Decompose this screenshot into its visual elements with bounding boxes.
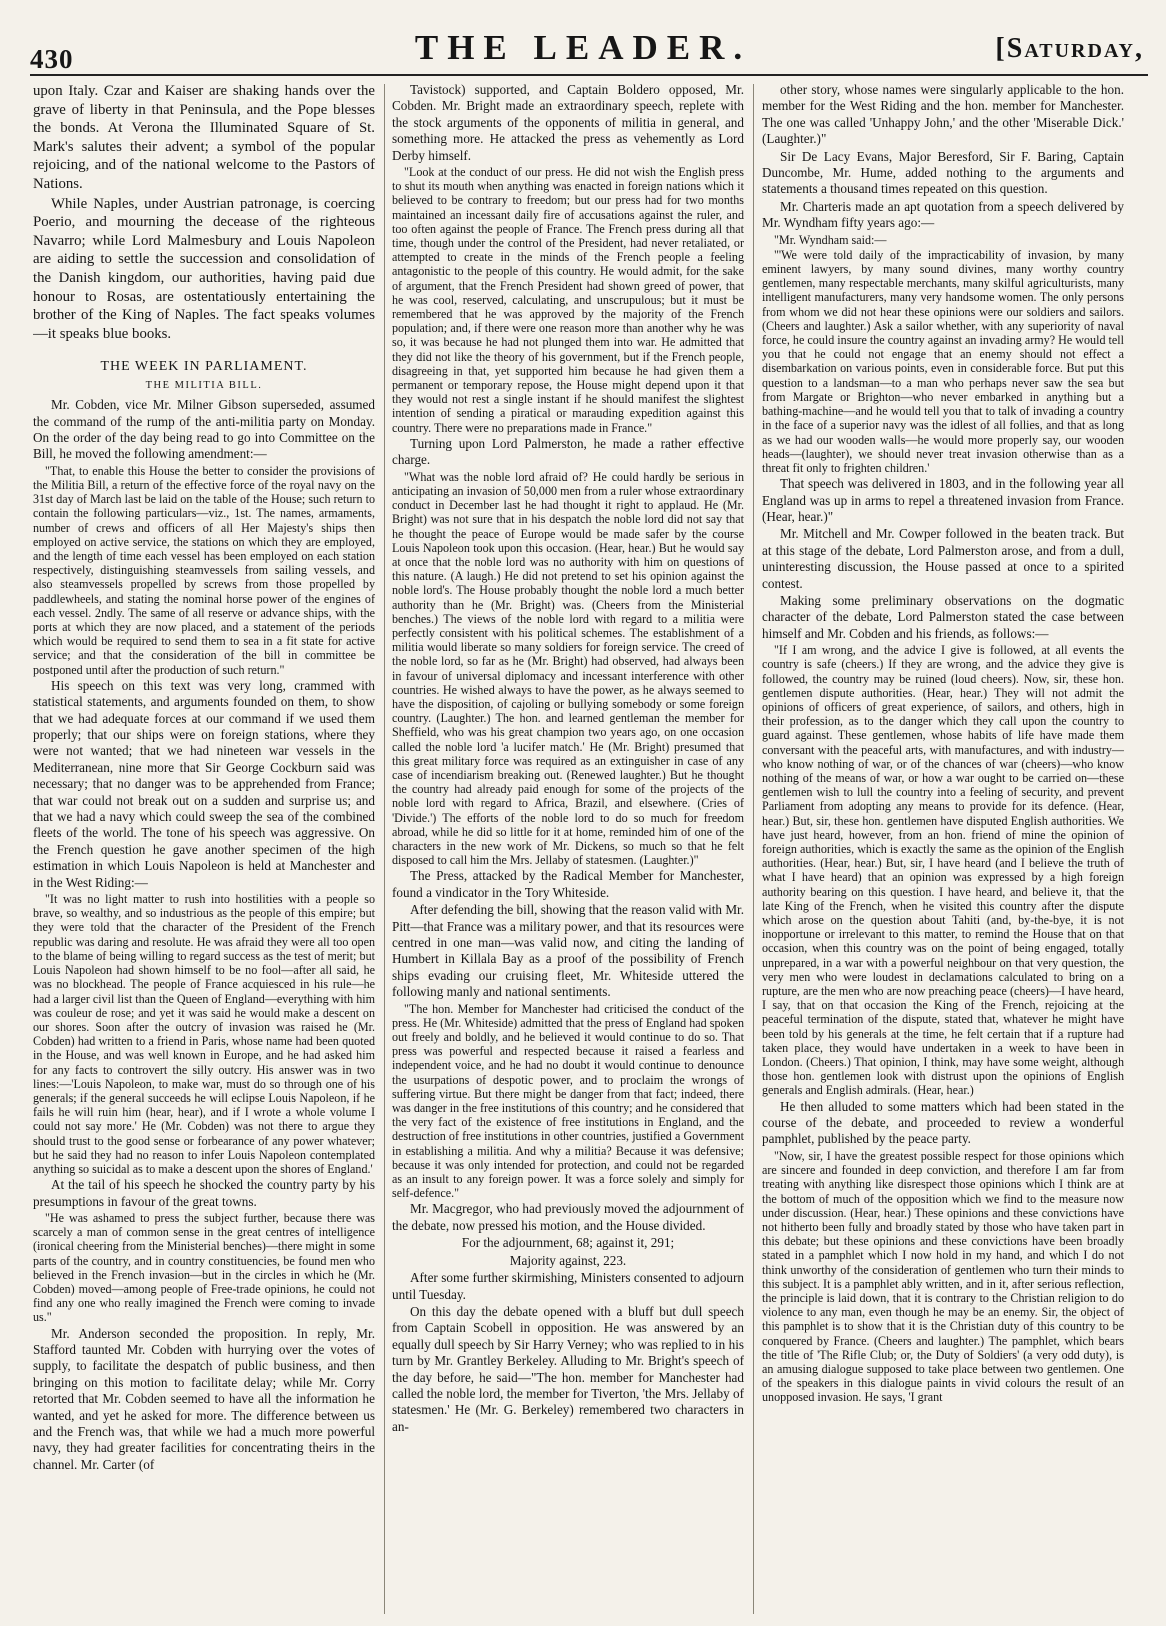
paragraph: Turning upon Lord Palmerston, he made a rather effective charge. xyxy=(392,435,744,468)
page-number: 430 xyxy=(30,44,74,74)
division-majority: Majority against, 223. xyxy=(509,1252,627,1268)
paragraph: Mr. Mitchell and Mr. Cowper followed in the beaten track. But at this stage of the debate, Lord Palmerston arose, and from a dull, uninteresting discussion, the House passed at once to a spirited contest. xyxy=(762,526,1124,591)
paragraph: His speech on this text was very long, crammed with statistical statements, and arguments founded on them, to show that we had adequate forces at our command if we used them properly; that our ships were on foreign stations, where they were not wanted; that we had nineteen war vessels in the Mediterranean, nine more that Sir George Cockburn said was necessary; that no danger was to be apprehended from France; that war could not break out on a sudden and surprise us; and that we had a navy which could sweep the sea of the combined fleets of the world. The tone of his speech was aggressive. On the French question he gave another specimen of the high estimation in which Louis Napoleon is held at Manchester and in the West Riding:— xyxy=(33,677,375,890)
quotation: "He was ashamed to press the subject further, because there was scarcely a man of common sense in the great centres of intelligence (ironical cheering from the Ministerial benches)—there might in some parts of the country, and in country constituencies, be found men who believed in the French invasion—but in the circles in which he (Mr. Cobden) moved—among people of Free-trade opinions, he could not find any one who really imagined the French were coming to invade us." xyxy=(33,1210,375,1325)
paragraph: upon Italy. Czar and Kaiser are shaking hands over the grave of liberty in that Peninsula, and the Pope blesses the bonds. At Verona the Illuminated Square of St. Mark's salutes their advent; a symbol of the popular rejoicing, and of the national welcome to the Pastors of Nations. xyxy=(33,83,375,192)
column-1 xyxy=(33,82,375,1622)
paragraph: Mr. Anderson seconded the proposition. In reply, Mr. Stafford taunted Mr. Cobden with hurrying over the votes of supply, to facilitate the despatch of public business, and then bringing on this motion to facilitate delay; while Mr. Corry retorted that Mr. Cobden seemed to have all the information he wanted, and yet he asked for more. The difference between us and the French was, that while we had a much more powerful navy, they had greater facilities for concentrating theirs in the channel. Mr. Carter (of xyxy=(33,1325,375,1472)
section-heading: THE WEEK IN PARLIAMENT. xyxy=(100,359,308,375)
paragraph: Making some preliminary observations on the dogmatic character of the debate, Lord Palmerston stated the case between himself and Mr. Cobden and his friends, as follows:— xyxy=(762,592,1124,641)
paragraph: That speech was delivered in 1803, and in the following year all England was up in arms to repel a threatened invasion from France. (Hear, hear.)" xyxy=(762,476,1124,524)
paragraph: At the tail of his speech he shocked the country party by his presumptions in favour of the great towns. xyxy=(33,1177,375,1209)
quotation: "The hon. Member for Manchester had criticised the conduct of the press. He (Mr. Whiteside) admitted that the press of England had spoken out freely and boldly, and he believed it would continue to do so. That press was powerful and respected because it raised a fearless and independent voice, and he had no doubt it would continue to denounce the usurpations of despotic power, and to proclaim the wrongs of suffering virtue. But there might be danger from that fact; indeed, there was danger in the free institutions of this country; and he considered that the very fact of the existence of free institutions in England, and the destruction of free institutions in other countries, justified a Government in establishing a militia. And why a militia? Because it was defensive; because it was only intended for protection, and could not be regarded as an insult to any foreign power. It was a force solely and simply for self-defence." xyxy=(392,1001,744,1201)
paragraph: The Press, attacked by the Radical Member for Manchester, found a vindicator in the Tory Whiteside. xyxy=(392,868,744,900)
paragraph: While Naples, under Austrian patronage, is coercing Poerio, and mourning the decease of the righteous Navarro; while Lord Malmesbury and Louis Napoleon are aiding to settle the succession and consolidation of the Danish kingdom, our authorities, having paid due honour to Rosas, are ostentatiously entertaining the brother of the King of Naples. The fact speaks volumes—it speaks blue books. xyxy=(33,195,375,342)
masthead-rule xyxy=(30,74,1148,76)
column-2 xyxy=(392,82,744,1622)
quotation: "If I am wrong, and the advice I give is followed, at all events the country is safe (cheers.) If they are wrong, and the advice they give is followed, the country may be ruined (loud cheers). Now, sir, these hon. gentlemen dispute authorities. (Hear, hear.) They will not admit the opinions of officers of great experience, of sailors, and others, high in their profession, as to the danger which they call upon the country to guard against. These gentlemen, whose habits of life have made them conversant with the peaceful arts, with manufactures, and with industry—who know nothing of war, or of the chances of war (cheers)—who know nothing of the means of war, or how a war ought to be carried on—these gentlemen wish to lull the country into a feeling of security, and prevent Parliament from adopting any means to provide for its defence. (Hear, hear.) But, sir, these hon. gentlemen have disputed English authorities. We have just heard, however, from an hon. friend of mine the opinion of foreign authorities, which is exactly the same as the opinion of the English authorities. (Hear, hear.) But, sir, I have heard (and I believe the truth of what I have heard) that an opinion was expressed by a high foreign authority bearing on this question. I have heard, and believe it, that the late King of the French, when he visited this country after the dispute which arose on the question about Tahiti (and, by-the-bye, it is not inopportune or irrelevant to this matter, to remind the House that on that occasion, when this country was on the point of being engaged, totally unprepared, in a war with a powerful neighbour on that very question, the very men who were loudest in declamations calculated to bring on a rupture, are the men who are now preaching peace (cheers)—I have heard, I say, that on that occasion the King of the French, rejoicing at the peaceful termination of the dispute, stated that, whatever he might have been told by his generals at the time, he felt certain that if a rupture had taken place, they would have undertaken in a week to have been in London. (Cheers.) That opinion, I think, may have some weight, although those hon. gentlemen look with distrust upon the opinions of English generals and English admirals. (Hear, hear.) xyxy=(762,643,1124,1098)
paragraph: Tavistock) supported, and Captain Boldero opposed, Mr. Cobden. Mr. Bright made an extraordinary speech, replete with the stock arguments of the opponents of militia in general, and something more. He attacked the press as vehemently as Lord Derby himself. xyxy=(392,82,744,163)
quotation: "What was the noble lord afraid of? He could hardly be serious in anticipating an invasion of 50,000 men from a ruler whose extraordinary conduct in December last he had thought it right to applaud. He (Mr. Bright) was not sure that in his despatch the noble lord did not say that he thought the peace of Europe would be made safer by the course Louis Napoleon took upon this occasion. (Hear, hear.) But he would say at once that the noble lord was no authority with him on questions of this nature. (A laugh.) He did not pretend to set his opinion against the noble lord's. The House probably thought the noble lord a much better authority than he (Mr. Bright) was. (Cheers from the Ministerial benches.) The views of the noble lord with regard to a militia were perfectly consistent with his political schemes. The establishment of a militia would liberate so many soldiers for foreign service. The creed of the noble lord, so far as he (Mr. Bright) had observed, had always been in favour of universal diplomacy and incessant interference with other countries. He wished always to have the power, as he always seemed to have the disposition, of cajoling or bullying somebody or some foreign country. (Laughter.) The hon. and learned gentleman the member for Sheffield, who was his great champion two years ago, on one occasion called the noble lord 'a lucifer match.' He (Mr. Bright) presumed that this great military force was required as an extinguisher in case of any case of incendiarism breaking out. (Renewed laughter.) But he thought the country had already paid enough for some of the projects of the noble lord with regard to Africa, Brazil, and elsewhere. (Cries of 'Divide.') The efforts of the noble lord to do so much for freedom abroad, while he did so little for it at home, reminded him of one of the characters in the new work of Mr. Dickens, so much so that he felt disposed to call him the Mrs. Jellaby of statesmen. (Laughter.)" xyxy=(392,469,744,868)
masthead xyxy=(0,0,1166,80)
paragraph: Mr. Charteris made an apt quotation from a speech delivered by Mr. Wyndham fifty years ago:— xyxy=(762,198,1124,231)
column-3 xyxy=(762,82,1124,1622)
column-divider xyxy=(384,84,385,1614)
paragraph: After some further skirmishing, Ministers consented to adjourn until Tuesday. xyxy=(392,1270,744,1302)
paragraph: Mr. Macgregor, who had previously moved the adjournment of the debate, now pressed his motion, and the House divided. xyxy=(392,1201,744,1233)
paragraph: other story, whose names were singularly applicable to the hon. member for the West Riding and the hon. member for Manchester. The one was called 'Unhappy John,' and the other 'Miserable Dick.' (Laughter.)" xyxy=(762,82,1124,147)
quotation: "That, to enable this House the better to consider the provisions of the Militia Bill, a return of the effective force of the royal navy on the 31st day of March last be laid on the table of the House; such return to contain the following particulars—viz., 1st. The names, armaments, number of crews and officers of all Her Majesty's ships then employed on active service, the stations on which they are employed, and the length of time each vessel has been employed on each station respectively, distinguishing steamvessels from sailing vessels, and also steamvessels propelled by screws from those propelled by paddlewheels, and stating the nominal horse power of the engines of each vessel. 2ndly. The same of all reserve or advance ships, with the ports at which they are now placed, and a statement of the periods which would be required to send them to sea in a fit state for active service; and that the consideration of the bill in committee be postponed until after the production of such return." xyxy=(33,463,375,677)
division-result: For the adjournment, 68; against it, 291; xyxy=(461,1235,675,1251)
quotation: "'We were told daily of the impracticability of invasion, by many eminent lawyers, by many sound divines, many worthy country gentlemen, many respectable merchants, many skilful agriculturists, many intelligent manufacturers, many very handsome women. The only persons from whom we did not hear these opinions were our soldiers and sailors. (Cheers and laughter.) Ask a sailor whether, with any superiority of naval force, he could insure the country against an invading army? He would tell you that he could not engage that an enemy should not effect a disembarkation on various points, even in considerable force. But put this question to a landsman—to a man who perhaps never saw the sea but from Margate or Brighton—who never embarked in anything but a bathing-machine—and he would tell you that to talk of invading a country in the face of a superior navy was the idlest of all follies, and that as long as we had our wooden walls—he would more properly say, our wooden heads—(laughter), we should never treat invasion otherwise than as a threat fit only to frighten children.' xyxy=(762,247,1124,475)
quotation: "It was no light matter to rush into hostilities with a people so brave, so wealthy, and so industrious as the people of this empire; but they were told that the character of the President of the French republic was daring and resolute. He was afraid they were all too open to the blame of being willing to regard success as the test of merit; but Louis Napoleon had shown himself to be no fool—after all said, he was no blockhead. The people of France acquiesced in his rule—he had a larger civil list than the Queen of England—everything with him was couleur de rose; and yet it was said he would make a descent on our shores. Soon after the outcry of invasion was raised he (Mr. Cobden) had written to a friend in Paris, whose name had been quoted in the House, and was well known in Europe, and he had asked him for any facts to controvert the silly outcry. His answer was in two lines:—'Louis Napoleon, to make war, must do so through one of his generals; if the general succeeds he will eclipse Louis Napoleon, if he fails he will ruin him (hear, hear), and if I wrote a whole volume I could not say more.' He (Mr. Cobden) was not there to argue they should trust to the good sense or forbearance of any power whatever; but he said they had no reason to infer Louis Napoleon contemplated anything so suicidal as to make a descent upon the shores of England.' xyxy=(33,892,375,1176)
paragraph: After defending the bill, showing that the reason valid with Mr. Pitt—that France was a military power, and that its resources were centred in one man—was valid now, and citing the landing of Humbert in Killala Bay as a proof of the possibility of French ships evading our cruising fleet, Mr. Whiteside uttered the following manly and national sentiments. xyxy=(392,902,744,1000)
issue-day: [Saturday, xyxy=(995,33,1144,64)
paper-title: THE LEADER. xyxy=(414,28,752,67)
column-divider xyxy=(753,84,754,1614)
paragraph: Mr. Cobden, vice Mr. Milner Gibson superseded, assumed the command of the rump of the anti-militia party on Monday. On the order of the day being read to go into Committee on the Bill, he moved the following amendment:— xyxy=(33,397,375,462)
paragraph: Sir De Lacy Evans, Major Beresford, Sir F. Baring, Captain Duncombe, Mr. Hume, added nothing to the arguments and statements a thousand times repeated on this question. xyxy=(762,148,1124,197)
quotation: "Mr. Wyndham said:— xyxy=(774,232,887,247)
paragraph: He then alluded to some matters which had been stated in the course of the debate, and proceeded to review a wonderful pamphlet, published by the peace party. xyxy=(762,1098,1124,1147)
quotation: "Now, sir, I have the greatest possible respect for those opinions which are sincere and founded in deep conviction, and therefore I am far from treating with anything like disrespect those opinions which I think are at the bottom of much of the opposition which we find to the measure now under discussion. (Hear, hear.) These opinions and these convictions have not hitherto been fully and broadly stated by those who have taken part in this debate; but these opinions and these convictions have been broadly stated in a pamphlet which I now hold in my hand, and which I do not think unworthy of the consideration of gentlemen who turn their minds to this subject. It is a pamphlet ably written, and in it, after serious reflection, the principle is laid down, that it is contrary to the Christian religion to do violence to any man, even though he may be an enemy. Sir, the object of this pamphlet is to show that it is the Christian duty of this country to be conquered by France. (Cheers and laughter.) The pamphlet, which bears the title of 'The Rifle Club; or, the Duty of Soldiers' (a very odd duty), is an amusing dialogue supposed to take place between two gentlemen. One of the speakers in this dialogue paints in vivid colours the result of an unopposed invasion. He says, 'I grant xyxy=(762,1148,1124,1405)
section-subheading: THE MILITIA BILL. xyxy=(145,379,263,391)
quotation: "Look at the conduct of our press. He did not wish the English press to shut its mouth when anything was enacted in foreign nations which it believed to be contrary to freedom; but our press had for two months maintained an incessant daily fire of accusations against the ruler, and too often against the people of France. The French press during all that time, though under the control of the President, had never retaliated, or attempted to create in the minds of the French people a feeling antagonistic to the people of this country. He would admit, for the sake of argument, that the French President had shown greed of power, that he was cool, reserved, calculating, and unscrupulous; but it must be remembered that he was approved by the majority of the French population; and, if there were one reason more than another why he was so, it was because he had not plunged them into war. He admitted that they did not like the theory of his government, but if the French people, disagreeing in that, yet supported him because he had given them a permanent or temporary repose, the House might depend upon it that they would not rest a single instant if he should manifest the slightest intention of sending a piratical or marauding expedition against this country. There were no preparations made in France." xyxy=(392,165,744,435)
paragraph: On this day the debate opened with a bluff but dull speech from Captain Scobell in opposition. He was answered by an equally dull speech by Sir Harry Verney; who was replied to in his turn by Mr. Grantley Berkeley. Alluding to Mr. Bright's speech of the day before, he said—"The hon. member for Manchester had called the noble lord, the member for Tiverton, 'the Mrs. Jellaby of statesmen.' He (Mr. G. Berkeley) remembered two characters in an- xyxy=(392,1303,744,1434)
